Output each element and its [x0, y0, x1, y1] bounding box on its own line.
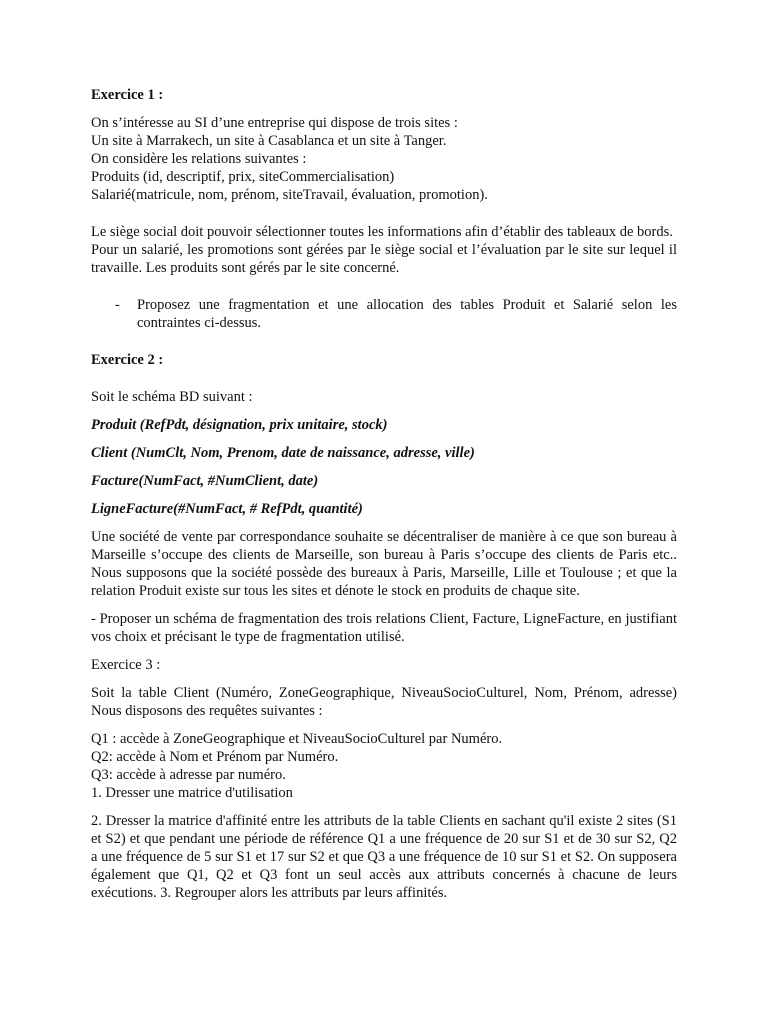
intro-line: Un site à Marrakech, un site à Casablanca et un site à Tanger.	[91, 133, 447, 149]
exercise-3-queries	[91, 730, 677, 802]
exercise-1-paragraph-management: Pour un salarié, les promotions sont gérées par le siège social et l’évaluation par le site sur lequel il travaille. Les produits sont gérés par le site concerné.	[91, 242, 677, 276]
schema-facture: Facture(NumFact, #NumClient, date)	[91, 473, 319, 489]
exercise-2-intro: Soit le schéma BD suivant :	[91, 389, 253, 405]
exercise-3-title: Exercice 3 :	[91, 657, 161, 673]
exercise-2-description: Une société de vente par correspondance souhaite se décentraliser de manière à ce que son bureau à Marseille s’occupe des clients de Marseille, son bureau à Paris s’occupe des clients de Paris etc.. Nous supposons que la société possède des bureaux à Paris, Marseille, Lille et Toulouse ; et que la relation Produit existe sur tous les sites et dénote le stock en produits de chaque site.	[91, 529, 677, 599]
exercise-2-title: Exercice 2 :	[91, 352, 164, 368]
exercise-1-paragraph-headquarters: Le siège social doit pouvoir sélectionner toutes les informations afin d’établir des tableaux de bords.	[91, 224, 673, 240]
intro-line: On s’intéresse au SI d’une entreprise qui dispose de trois sites :	[91, 115, 458, 131]
exercise-1-question-text: Proposez une fragmentation et une allocation des tables Produit et Salarié selon les contraintes ci-dessus.	[137, 297, 677, 331]
query-line-q2: Q2: accède à Nom et Prénom par Numéro.	[91, 749, 339, 765]
task-line-1: 1. Dresser une matrice d'utilisation	[91, 785, 293, 801]
exercise-1-title: Exercice 1 :	[91, 87, 164, 103]
schema-lignefacture: LigneFacture(#NumFact, # RefPdt, quantité)	[91, 501, 363, 517]
exercise-1-question	[91, 296, 677, 332]
schema-client: Client (NumClt, Nom, Prenom, date de naissance, adresse, ville)	[91, 445, 475, 461]
exercise-3-intro: Soit la table Client (Numéro, ZoneGeographique, NiveauSocioCulturel, Nom, Prénom, adresse) Nous disposons des requêtes suivantes :	[91, 685, 677, 719]
bullet-dash: -	[115, 297, 120, 313]
document-page	[91, 86, 677, 902]
schema-produit: Produit (RefPdt, désignation, prix unitaire, stock)	[91, 417, 388, 433]
exercise-3-affinity-task: 2. Dresser la matrice d'affinité entre les attributs de la table Clients en sachant qu'il existe 2 sites (S1 et S2) et que pendant une période de référence Q1 a une fréquence de 20 sur S1 et de 30 sur S2, Q2 a une fréquence de 5 sur S1 et 17 sur S2 et que Q3 a une fréquence de 10 sur S1 et S2. On supposera également que Q1, Q2 et Q3 font un seul accès aux attributs concernés à chacune de leurs exécutions. 3. Regrouper alors les attributs par leurs affinités.	[91, 813, 677, 901]
query-line-q3: Q3: accède à adresse par numéro.	[91, 767, 286, 783]
query-line-q1: Q1 : accède à ZoneGeographique et NiveauSocioCulturel par Numéro.	[91, 731, 503, 747]
intro-line: Salarié(matricule, nom, prénom, siteTravail, évaluation, promotion).	[91, 187, 488, 203]
intro-line: On considère les relations suivantes :	[91, 151, 307, 167]
exercise-2-question: - Proposer un schéma de fragmentation des trois relations Client, Facture, LigneFacture, en justifiant vos choix et précisant le type de fragmentation utilisé.	[91, 611, 677, 645]
intro-line: Produits (id, descriptif, prix, siteCommercialisation)	[91, 169, 395, 185]
exercise-1-intro	[91, 114, 677, 204]
